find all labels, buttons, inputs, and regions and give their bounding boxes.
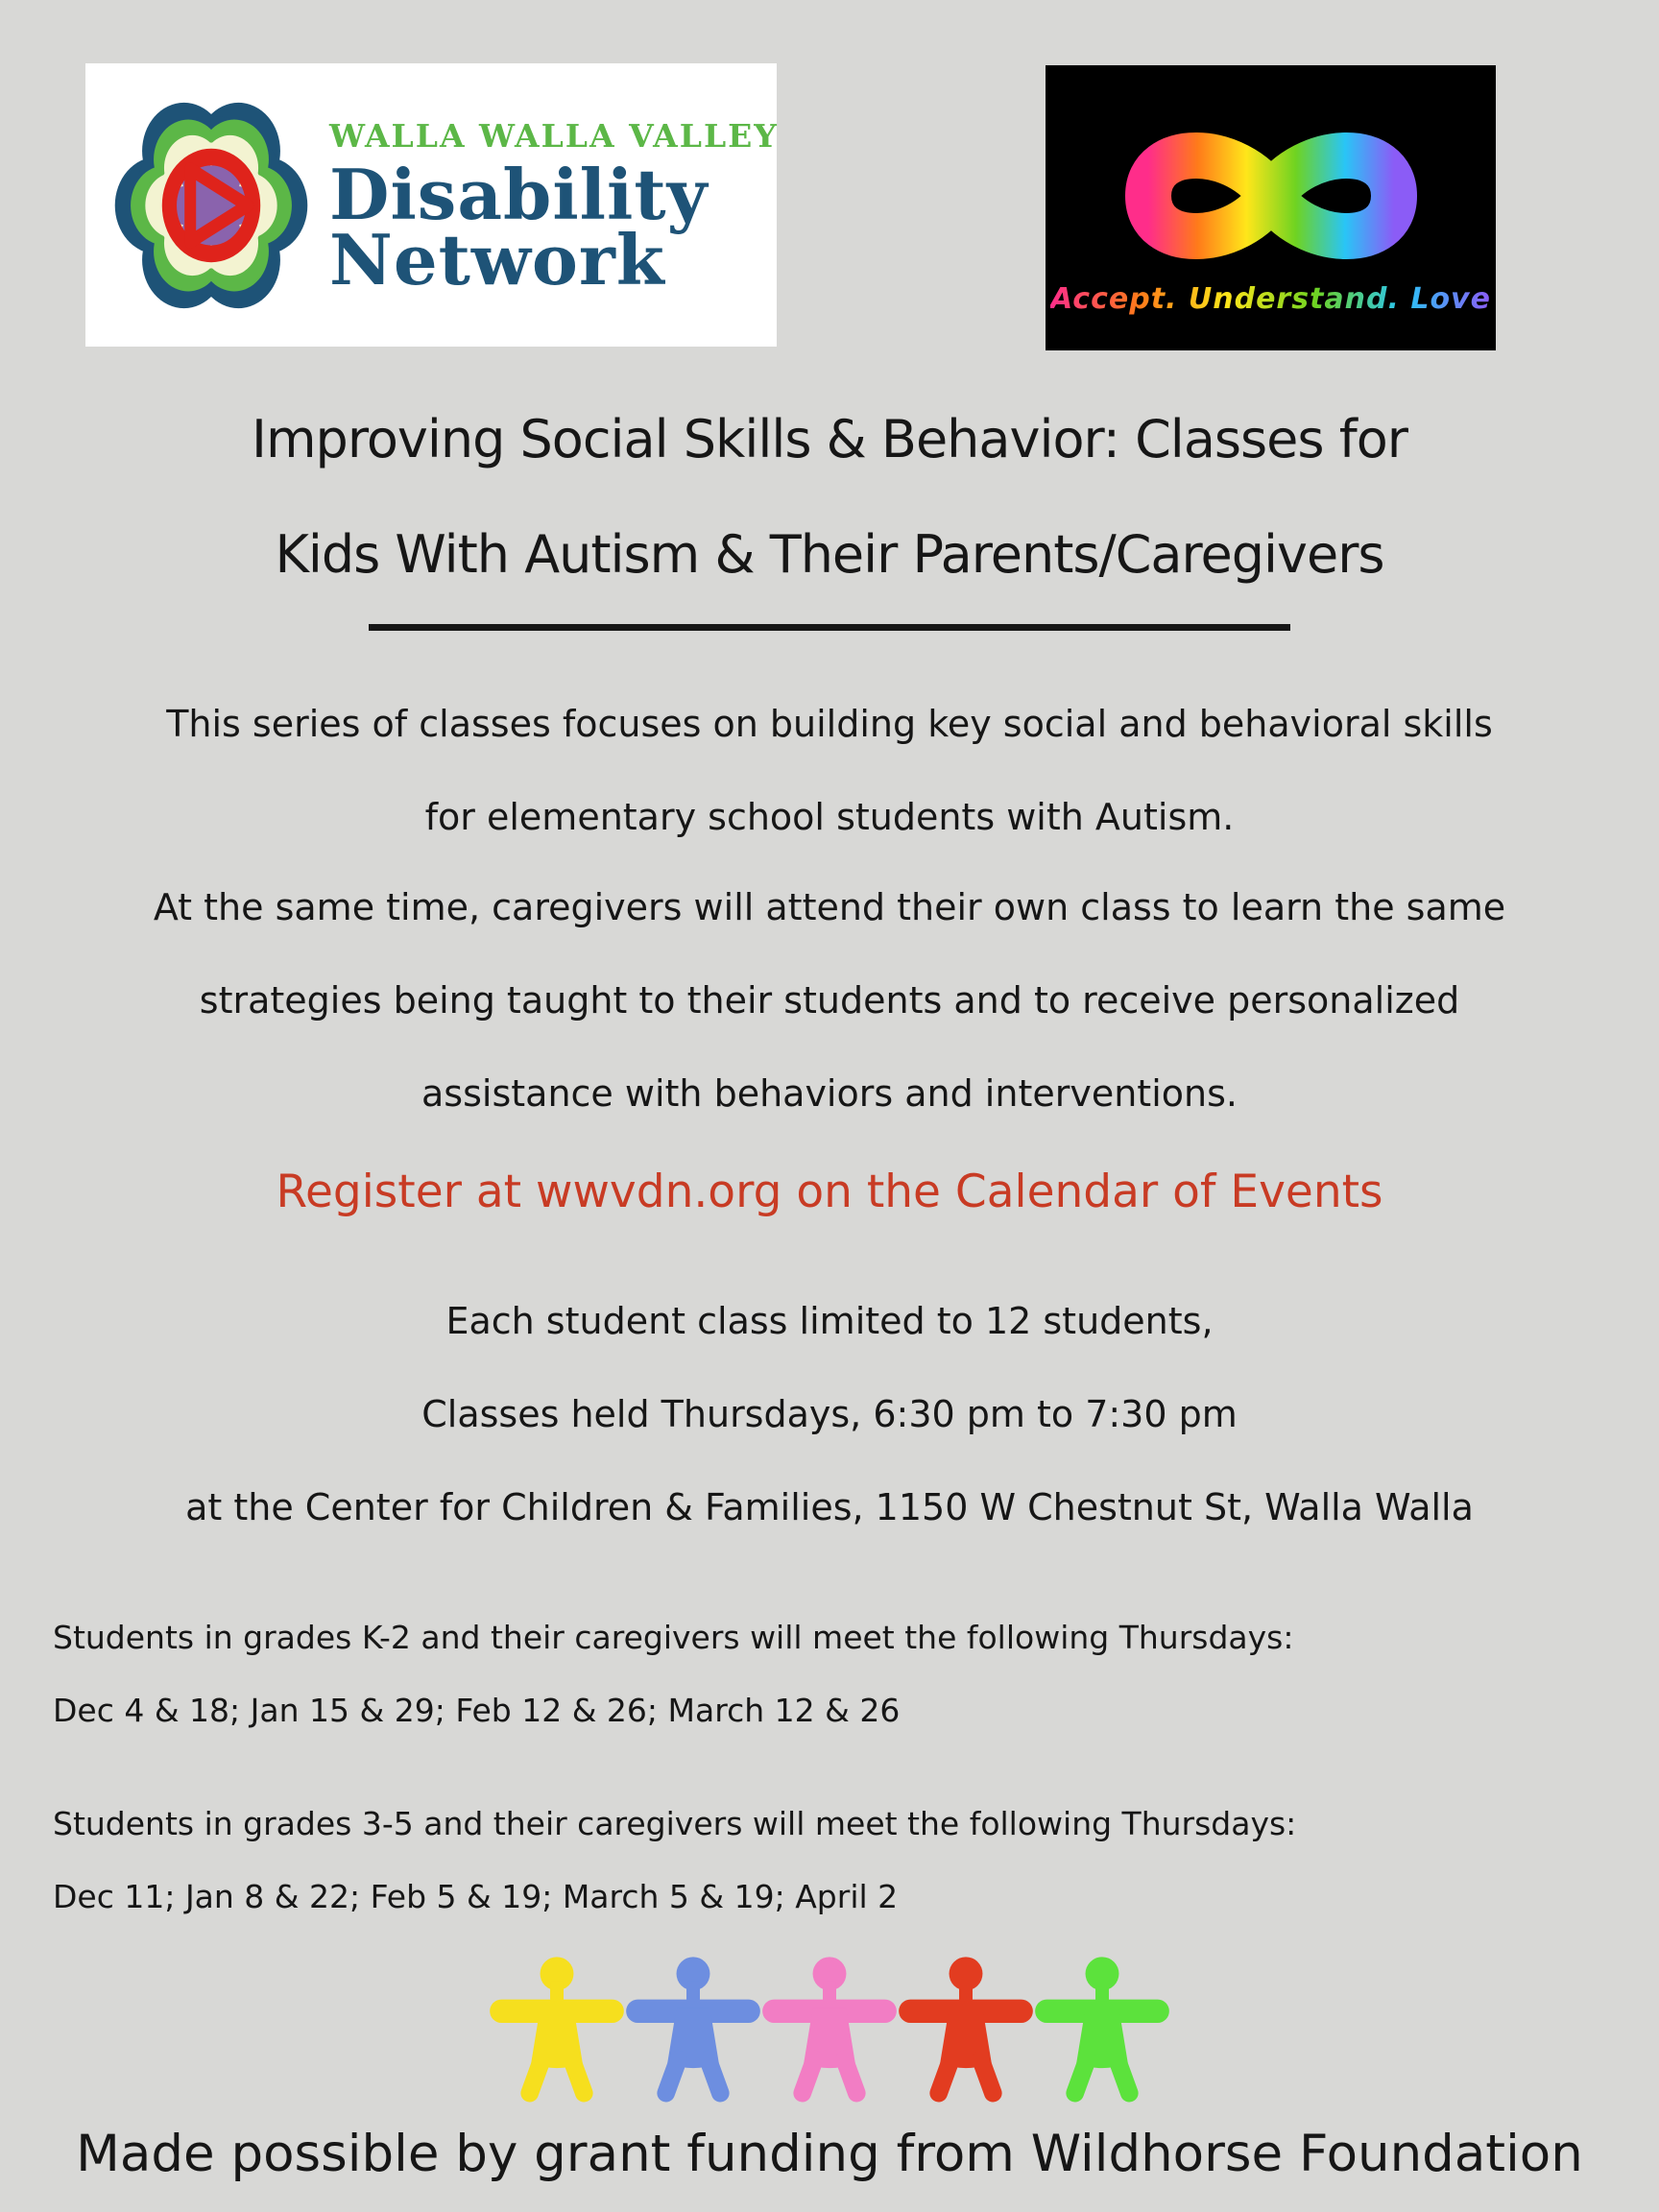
intro-paragraph <box>0 678 1659 864</box>
register-cta: Register at wwvdn.org on the Calendar of Events <box>276 1166 1383 1218</box>
paper-doll-people-row <box>489 1955 1170 2104</box>
title-line-2: Kids With Autism & Their Parents/Caregivers <box>275 524 1384 585</box>
autism-tagline: Accept. Understand. Love <box>1050 282 1491 316</box>
org-logo-text <box>329 116 779 301</box>
schedule-k2 <box>53 1601 1621 1747</box>
schedule-k2-line: Dec 4 & 18; Jan 15 & 29; Feb 12 & 26; March 12 & 26 <box>53 1692 901 1729</box>
class-details-line: Each student class limited to 12 students, <box>445 1300 1214 1342</box>
schedule-3-5-line: Students in grades 3-5 and their caregivers will meet the following Thursdays: <box>53 1805 1297 1842</box>
flower-knot-icon <box>107 84 316 326</box>
title-divider-rule <box>369 624 1290 631</box>
page-title <box>0 382 1659 613</box>
org-name-line2: Network <box>329 219 665 301</box>
caregiver-line: strategies being taught to their students and to receive personalized <box>199 979 1460 1022</box>
person-figure-blue <box>620 1955 766 2104</box>
person-figure-yellow <box>484 1955 630 2104</box>
class-details-line: at the Center for Children & Families, 1150 W Chestnut St, Walla Walla <box>185 1486 1474 1528</box>
org-name-line1: Disability <box>329 153 709 235</box>
rainbow-infinity-icon <box>1083 104 1459 288</box>
schedule-3-5 <box>53 1788 1621 1934</box>
title-line-1: Improving Social Skills & Behavior: Classes for <box>252 409 1407 469</box>
intro-line: This series of classes focuses on building key social and behavioral skills <box>166 703 1493 745</box>
person-figure-red <box>893 1955 1039 2104</box>
class-details <box>0 1275 1659 1554</box>
caregiver-line: At the same time, caregivers will attend their own class to learn the same <box>153 886 1506 928</box>
caregiver-line: assistance with behaviors and interventions. <box>421 1072 1238 1115</box>
schedule-k2-line: Students in grades K-2 and their caregivers will meet the following Thursdays: <box>53 1619 1294 1656</box>
org-logo-card <box>85 63 777 347</box>
person-figure-green <box>1029 1955 1175 2104</box>
caregiver-paragraph <box>0 861 1659 1141</box>
person-figure-pink <box>757 1955 902 2104</box>
autism-logo-card <box>1046 65 1496 350</box>
schedule-3-5-line: Dec 11; Jan 8 & 22; Feb 5 & 19; March 5 & 19; April 2 <box>53 1878 899 1915</box>
org-region-label: WALLA WALLA VALLEY <box>329 116 779 155</box>
intro-line: for elementary school students with Autism. <box>424 796 1235 838</box>
class-details-line: Classes held Thursdays, 6:30 pm to 7:30 pm <box>421 1393 1238 1435</box>
funding-credit: Made possible by grant funding from Wildhorse Foundation <box>76 2125 1583 2183</box>
